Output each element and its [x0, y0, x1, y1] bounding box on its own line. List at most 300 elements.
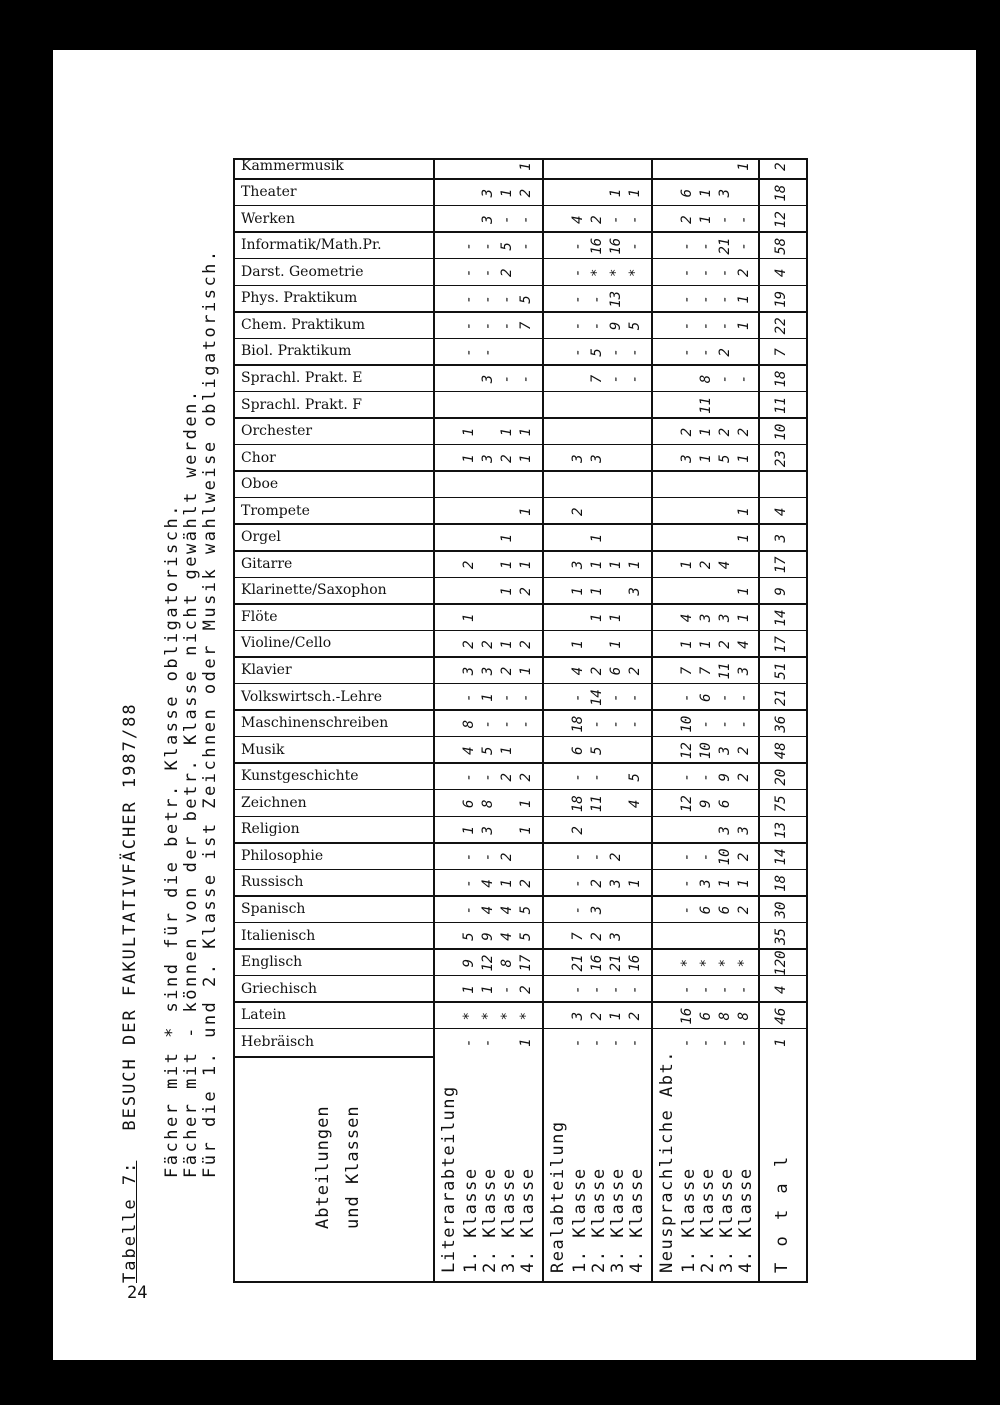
table-cell: * — [589, 268, 605, 278]
table-cell: 3 — [608, 932, 624, 941]
table-cell: 5 — [717, 454, 733, 463]
table-cell: - — [679, 295, 695, 304]
table-cell: 1 — [736, 454, 752, 463]
table-title — [120, 702, 140, 1283]
table-cell: - — [679, 268, 695, 278]
table-cell: - — [679, 905, 695, 915]
row-label: 3. Klasse — [608, 1167, 628, 1273]
table-cell: 2 — [589, 932, 605, 941]
table-cell: 16 — [589, 954, 605, 972]
table-cell: 1 — [698, 640, 714, 649]
table-cell: 1 — [480, 693, 496, 702]
table-cell: - — [570, 773, 586, 782]
row-label: 2. Klasse — [480, 1167, 500, 1273]
table-cell: 3 — [698, 879, 714, 888]
total-cell: 17 — [773, 556, 789, 574]
table-cell: - — [570, 985, 586, 994]
table-cell: 7 — [698, 666, 714, 676]
table-cell: - — [461, 693, 477, 702]
total-cell: 14 — [773, 848, 789, 866]
table-cell: 9 — [698, 799, 714, 809]
subject-name: Trompete — [241, 502, 310, 519]
total-cell: 36 — [773, 715, 789, 733]
table-cell: - — [499, 374, 515, 384]
header-line-1: Abteilungen — [313, 1105, 333, 1229]
subject-name: Spanisch — [241, 900, 306, 917]
table-cell: 8 — [736, 1011, 752, 1021]
table-cell: 9 — [480, 932, 496, 941]
table-cell: 2 — [518, 188, 534, 198]
table-cell: - — [717, 1038, 733, 1047]
table-cell: 3 — [717, 188, 733, 198]
table-cell: - — [570, 295, 586, 304]
table-cell: 3 — [570, 1011, 586, 1021]
table-cell: 1 — [461, 985, 477, 994]
table-cell: 1 — [736, 613, 752, 623]
table-cell: 18 — [570, 715, 586, 733]
note-obligatory: Fächer mit * sind für die betr. Klasse obligatorisch. — [162, 503, 182, 1178]
table-cell: 1 — [461, 427, 477, 437]
total-cell: 51 — [773, 662, 789, 680]
total-cell: 75 — [773, 795, 789, 813]
table-cell: 7 — [518, 321, 534, 331]
subject-name: Violine/Cello — [241, 635, 332, 652]
subject-name: Orgel — [241, 529, 281, 546]
table-cell: 3 — [698, 613, 714, 623]
table-cell: - — [627, 374, 643, 384]
table-cell: 3 — [480, 374, 496, 384]
table-cell: - — [679, 348, 695, 357]
header-corner — [235, 1056, 435, 1281]
table-cell: 2 — [461, 560, 477, 570]
table-cell: - — [698, 295, 714, 304]
table-cell: 5 — [589, 348, 605, 357]
table-cell: 3 — [480, 215, 496, 224]
table-cell: - — [461, 1038, 477, 1047]
rotated-table-block — [120, 33, 810, 1283]
subject-column-header — [235, 392, 435, 419]
subject-name: Sprachl. Prakt. E — [241, 369, 363, 386]
table-cell: 21 — [570, 954, 586, 972]
total-cell: 58 — [773, 237, 789, 255]
table-cell: 1 — [570, 640, 586, 649]
table-cell: - — [736, 215, 752, 224]
table-cell: 1 — [698, 188, 714, 198]
table-cell: - — [608, 985, 624, 994]
subject-name: Flöte — [241, 608, 278, 625]
table-cell: - — [499, 295, 515, 304]
table-cell: 1 — [736, 507, 752, 516]
row-label: 4. Klasse — [736, 1167, 756, 1273]
table-cell: 1 — [461, 613, 477, 623]
subject-column-header — [235, 791, 435, 818]
total-cell: 1 — [773, 1038, 789, 1047]
table-cell: 1 — [499, 534, 515, 543]
table-cell: 1 — [461, 454, 477, 463]
subject-name: Zeichnen — [241, 794, 307, 811]
note-drawing-music: Für die 1. und 2. Klasse ist Zeichnen oder Musik wahlweise obligatorisch. — [200, 248, 220, 1178]
table-cell: 5 — [627, 321, 643, 331]
table-cell: - — [480, 268, 496, 278]
table-cell: 1 — [518, 560, 534, 570]
table-cell: 2 — [499, 852, 515, 862]
table-cell: 2 — [499, 268, 515, 278]
table-row — [518, 160, 540, 1281]
table-cell: 10 — [717, 848, 733, 866]
table-cell: 2 — [736, 905, 752, 915]
subject-column-header — [235, 578, 435, 605]
subject-column-header — [235, 313, 435, 340]
table-cell: * — [627, 268, 643, 278]
table-title-text: BESUCH DER FAKULTATIVFÄCHER 1987/88 — [120, 702, 140, 1131]
section-group — [653, 160, 760, 1281]
row-label: 1. Klasse — [679, 1167, 699, 1273]
table-cell: 9 — [717, 773, 733, 782]
table-cell: 2 — [499, 454, 515, 463]
table-cell: 1 — [679, 560, 695, 570]
total-cell: 4 — [773, 507, 789, 516]
subject-column-header — [235, 1003, 435, 1030]
table-cell: - — [589, 773, 605, 782]
table-cell: 1 — [627, 879, 643, 888]
table-cell: - — [608, 374, 624, 384]
table-cell: - — [589, 295, 605, 304]
table-cell: 1 — [518, 454, 534, 463]
table-cell: - — [698, 268, 714, 278]
table-cell: - — [480, 773, 496, 782]
table-cell: - — [480, 321, 496, 331]
subject-column-header — [235, 817, 435, 844]
table-cell: 4 — [480, 879, 496, 888]
subject-column-header — [235, 631, 435, 658]
table-cell: 1 — [499, 587, 515, 596]
table-cell: 3 — [679, 454, 695, 463]
table-cell: 3 — [717, 613, 733, 623]
table-cell: - — [627, 985, 643, 994]
table-cell: 11 — [589, 795, 605, 813]
subject-column-header — [235, 552, 435, 579]
table-cell: 5 — [499, 242, 515, 251]
table-cell: 1 — [589, 534, 605, 543]
table-cell: - — [717, 693, 733, 702]
table-cell: 6 — [461, 799, 477, 809]
table-cell: - — [461, 268, 477, 278]
total-cell: 23 — [773, 450, 789, 468]
table-cell: 6 — [717, 799, 733, 809]
table-row — [736, 160, 758, 1281]
table-cell: * — [461, 1011, 477, 1021]
table-cell: 2 — [736, 746, 752, 755]
table-cell: - — [736, 242, 752, 251]
table-cell: 9 — [461, 958, 477, 968]
table-cell: 2 — [480, 640, 496, 649]
table-cell: - — [627, 242, 643, 251]
total-cell: 2 — [773, 162, 789, 171]
table-cell: 1 — [499, 188, 515, 198]
table-cell: - — [608, 348, 624, 357]
table-cell: - — [518, 215, 534, 224]
table-cell: - — [461, 348, 477, 357]
table-cell: 3 — [717, 826, 733, 835]
table-cell: 2 — [570, 507, 586, 516]
table-cell: - — [698, 852, 714, 862]
table-cell: 8 — [499, 958, 515, 968]
table-cell: 1 — [499, 879, 515, 888]
table-cell: 6 — [698, 1011, 714, 1021]
table-cell: - — [736, 693, 752, 702]
table-cell: 1 — [717, 879, 733, 888]
table-cell: 5 — [480, 746, 496, 755]
table-cell: 1 — [627, 188, 643, 198]
row-label: 4. Klasse — [627, 1167, 647, 1273]
table-cell: - — [518, 374, 534, 384]
subject-column-header — [235, 870, 435, 897]
table-cell: 12 — [480, 954, 496, 972]
total-label: T o t a l — [772, 1153, 792, 1273]
table-cell: - — [589, 719, 605, 729]
table-cell: - — [698, 321, 714, 331]
table-cell: * — [499, 1011, 515, 1021]
table-cell: - — [589, 985, 605, 994]
table-cell: - — [679, 693, 695, 702]
subject-name: Phys. Praktikum — [241, 290, 358, 307]
table-cell: - — [518, 693, 534, 702]
table-cell: - — [499, 215, 515, 224]
subject-column-header — [235, 180, 435, 207]
table-cell: 2 — [608, 852, 624, 862]
table-cell: - — [461, 242, 477, 251]
table-cell: 3 — [461, 666, 477, 676]
page-number: 24 — [127, 1283, 148, 1303]
table-cell: 4 — [627, 799, 643, 809]
section-name: Realabteilung — [548, 1120, 568, 1273]
row-label: 2. Klasse — [698, 1167, 718, 1273]
subject-column-header — [235, 1029, 435, 1056]
table-cell: * — [480, 1011, 496, 1021]
table-cell: 7 — [589, 374, 605, 384]
subject-name: Chor — [241, 449, 276, 466]
table-cell: - — [679, 852, 695, 862]
total-cell: 9 — [773, 587, 789, 596]
subject-name: Volkswirtsch.-Lehre — [241, 688, 382, 705]
table-cell: 7 — [570, 932, 586, 941]
total-cell: 30 — [773, 901, 789, 919]
table-cell: - — [608, 719, 624, 729]
table-cell: 5 — [518, 932, 534, 941]
total-cell: 11 — [773, 397, 789, 414]
subject-name: Oboe — [241, 476, 279, 493]
table-cell: 2 — [679, 427, 695, 437]
table-cell: 5 — [518, 295, 534, 304]
subject-name: Theater — [241, 184, 297, 201]
table-cell: 1 — [589, 560, 605, 570]
table-cell: - — [679, 242, 695, 251]
table-cell: - — [717, 215, 733, 224]
header-line-2: und Klassen — [343, 1105, 363, 1229]
table-cell: - — [717, 374, 733, 384]
table-cell: 13 — [608, 290, 624, 308]
table-cell: 1 — [518, 427, 534, 437]
subject-column-header — [235, 976, 435, 1003]
total-cell: 7 — [773, 348, 789, 357]
table-cell: 16 — [627, 954, 643, 972]
table-cell: 2 — [717, 640, 733, 649]
table-cell: * — [608, 268, 624, 278]
table-cell: 2 — [518, 587, 534, 596]
table-cell: 1 — [518, 507, 534, 516]
table-cell: 1 — [499, 427, 515, 437]
subject-name: Italienisch — [241, 927, 316, 944]
total-cell: 4 — [773, 985, 789, 994]
table-cell: 12 — [679, 795, 695, 813]
table-cell: 2 — [518, 773, 534, 782]
table-cell: - — [570, 693, 586, 702]
table-cell: 4 — [570, 215, 586, 224]
table-cell: 2 — [518, 985, 534, 994]
table-cell: - — [570, 242, 586, 251]
table-cell: 3 — [736, 666, 752, 676]
table-cell: - — [518, 242, 534, 251]
table-cell: 1 — [679, 640, 695, 649]
table-cell: 3 — [589, 905, 605, 915]
total-cell: 12 — [773, 211, 789, 229]
table-cell: 3 — [570, 454, 586, 463]
subject-column-header — [235, 445, 435, 472]
table-cell: 1 — [608, 640, 624, 649]
table-cell: - — [717, 321, 733, 331]
table-cell: - — [570, 321, 586, 331]
table-cell: 1 — [698, 215, 714, 224]
table-label: Tabelle 7: — [120, 1160, 140, 1283]
table-cell: 8 — [698, 374, 714, 384]
table-cell: 2 — [736, 852, 752, 862]
total-cell: 46 — [773, 1007, 789, 1025]
subject-column-header — [235, 711, 435, 738]
table-cell: - — [698, 242, 714, 251]
table-cell: 3 — [480, 826, 496, 835]
table-cell: 1 — [518, 162, 534, 171]
table-cell: 1 — [518, 799, 534, 809]
subject-name: Latein — [241, 1007, 287, 1024]
subject-column-header — [235, 153, 435, 180]
table-cell: - — [461, 905, 477, 915]
table-cell: 9 — [608, 321, 624, 331]
table-cell: - — [570, 852, 586, 862]
table-cell: 3 — [608, 879, 624, 888]
total-cell: 20 — [773, 768, 789, 786]
subject-name: Maschinenschreiben — [241, 715, 389, 732]
subject-name: Klavier — [241, 662, 292, 679]
faculty-table — [233, 158, 808, 1283]
subject-column-header — [235, 339, 435, 366]
table-cell: 2 — [518, 640, 534, 649]
row-label: 2. Klasse — [589, 1167, 609, 1273]
table-cell: - — [698, 1038, 714, 1047]
subject-name: Biol. Praktikum — [241, 343, 352, 360]
table-cell: - — [461, 773, 477, 782]
table-cell: 1 — [499, 640, 515, 649]
table-cell: 3 — [480, 454, 496, 463]
table-cell: - — [627, 693, 643, 702]
table-cell: 3 — [589, 454, 605, 463]
table-cell: * — [736, 958, 752, 968]
table-cell: 1 — [589, 587, 605, 596]
table-cell: - — [698, 719, 714, 729]
table-cell: - — [717, 719, 733, 729]
table-cell: - — [679, 879, 695, 888]
row-label: 3. Klasse — [717, 1167, 737, 1273]
table-cell: 3 — [717, 746, 733, 755]
table-cell: 1 — [736, 587, 752, 596]
table-cell: 4 — [570, 666, 586, 676]
subject-column-header — [235, 658, 435, 685]
subject-name: Werken — [241, 210, 296, 227]
table-cell: 16 — [679, 1007, 695, 1025]
table-cell: - — [570, 268, 586, 278]
table-cell: 6 — [570, 746, 586, 755]
table-cell: - — [717, 985, 733, 994]
table-cell: 2 — [589, 215, 605, 224]
table-cell: 1 — [608, 613, 624, 623]
table-cell: - — [499, 985, 515, 994]
subject-name: Gitarre — [241, 555, 293, 572]
table-cell: - — [717, 295, 733, 304]
total-cell: 18 — [773, 184, 789, 202]
table-cell: - — [570, 905, 586, 915]
subject-name: Chem. Praktikum — [241, 316, 366, 333]
table-cell: 2 — [499, 666, 515, 676]
total-cell: 4 — [773, 268, 789, 278]
table-cell: 1 — [736, 879, 752, 888]
table-cell: 17 — [518, 954, 534, 972]
table-cell: - — [480, 1038, 496, 1047]
table-cell: 4 — [499, 905, 515, 915]
subject-name: Orchester — [241, 423, 313, 440]
table-cell: 1 — [698, 427, 714, 437]
table-cell: - — [679, 773, 695, 782]
subject-name: Englisch — [241, 954, 303, 971]
total-cell: 21 — [773, 689, 789, 707]
total-cell: 10 — [773, 423, 789, 441]
table-cell: 2 — [518, 879, 534, 888]
total-cell: 22 — [773, 317, 789, 335]
table-cell: - — [698, 985, 714, 994]
table-cell: 3 — [480, 188, 496, 198]
total-cell: 18 — [773, 370, 789, 388]
table-cell: 8 — [480, 799, 496, 809]
table-cell: - — [608, 1038, 624, 1047]
table-cell: 5 — [518, 905, 534, 915]
table-cell: - — [589, 1038, 605, 1047]
table-cell: 14 — [589, 689, 605, 707]
table-cell: 2 — [736, 427, 752, 437]
subject-name: Darst. Geometrie — [241, 263, 364, 280]
subject-column-header — [235, 737, 435, 764]
table-cell: 11 — [717, 662, 733, 680]
table-cell: 5 — [627, 773, 643, 782]
section-name: Literarabteilung — [439, 1085, 459, 1273]
total-cell: 3 — [773, 534, 789, 543]
table-cell: - — [736, 985, 752, 994]
table-cell: - — [570, 879, 586, 888]
subject-column-header — [235, 206, 435, 233]
table-cell: 1 — [608, 188, 624, 198]
table-cell: 1 — [461, 826, 477, 835]
table-cell: 2 — [717, 427, 733, 437]
table-cell: 6 — [717, 905, 733, 915]
row-label: 1. Klasse — [461, 1167, 481, 1273]
note-not-selectable: Fächer mit - können von der betr. Klasse nicht gewählt werden. — [181, 388, 201, 1178]
